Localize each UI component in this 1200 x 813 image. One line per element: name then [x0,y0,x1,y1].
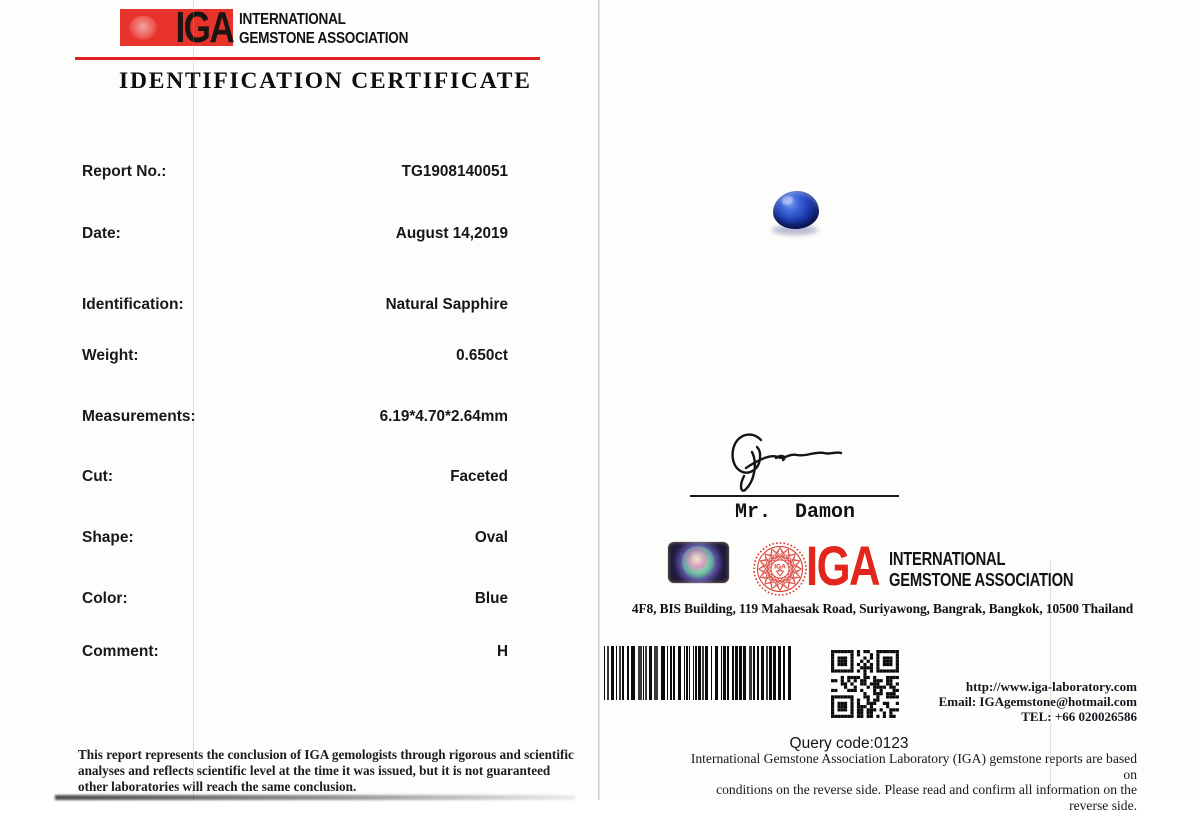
contact-block [877,679,1137,725]
hologram-sticker [668,542,729,583]
sapphire-gem-image [772,190,820,230]
footnote-line: reverse side. [1069,797,1137,813]
footnote-line: International Gemstone Association Laboratory (IGA) gemstone reports are based on [690,751,1137,782]
field-row-shape [0,529,540,549]
field-row-comment [0,643,540,663]
org-line1: INTERNATIONAL [889,549,1006,569]
certificate-title: IDENTIFICATION CERTIFICATE [119,68,532,94]
signature-icon [688,424,908,502]
paper-crease [193,0,194,800]
field-value: Natural Sapphire [385,296,508,313]
disclaimer-text [78,747,583,794]
org-name-footer [889,549,1073,590]
logo-watermark-icon [128,16,158,40]
disclaimer-line: analyses and reflects scientific level at the time it was issued, but it is not guaranteed [78,762,551,778]
field-label: Comment: [82,643,159,660]
email-text: Email: IGAgemstone@hotmail.com [938,694,1137,710]
red-divider-rule [75,57,540,60]
field-value: August 14,2019 [395,225,508,242]
field-label: Date: [82,225,121,242]
field-value: 6.19*4.70*2.64mm [379,408,508,425]
field-row-date [0,225,540,245]
field-label: Shape: [82,529,134,546]
field-value: Blue [474,590,508,607]
signature-rule [690,495,899,497]
field-row-color [0,590,540,610]
field-label: Identification: [82,296,184,313]
tel-text: TEL: +66 020026586 [1021,709,1137,725]
field-row-identification [0,296,540,316]
iga-logo-text: IGA [175,3,233,52]
field-label: Cut: [82,468,113,485]
iga-logo-text-red: IGA [806,534,879,597]
paper-crease [1050,560,1051,800]
field-label: Report No.: [82,163,167,180]
svg-text:IGA: IGA [774,563,786,571]
field-row-cut [0,468,540,488]
signer-name: Mr. Damon [734,501,856,524]
field-row-report-no [0,163,540,183]
field-value: H [496,643,508,660]
query-code: Query code:0123 [789,735,909,752]
field-label: Color: [82,590,128,607]
gem-photo [768,186,828,244]
disclaimer-line: other laboratories will reach the same conclusion. [78,778,357,794]
field-row-measurements [0,408,540,428]
footnote-line: conditions on the reverse side. Please read and confirm all information on the [716,782,1137,798]
address-line: 4F8, BIS Building, 119 Mahaesak Road, Suriyawong, Bangrak, Bangkok, 10500 Thailand [631,601,1134,616]
field-value: Oval [474,529,508,546]
reverse-side-note [680,751,1137,813]
scan-edge-shadow [55,795,575,800]
field-row-weight [0,347,540,367]
field-label: Measurements: [82,408,196,425]
org-line2: GEMSTONE ASSOCIATION [889,569,1074,590]
website-link: http://www.iga-laboratory.com [965,679,1137,694]
field-label: Weight: [82,347,139,364]
barcode [604,646,792,700]
disclaimer-line: This report represents the conclusion of IGA gemologists through rigorous and scientific [78,747,574,762]
center-fold-line [598,0,600,800]
field-value: Faceted [450,468,508,485]
iga-logo-box [120,3,233,52]
org-line1: INTERNATIONAL [239,11,346,28]
iga-emblem-icon [751,540,809,598]
org-name-header [239,11,408,48]
org-line2: GEMSTONE ASSOCIATION [239,29,409,47]
field-value: TG1908140051 [401,163,508,180]
field-value: 0.650ct [456,347,508,364]
